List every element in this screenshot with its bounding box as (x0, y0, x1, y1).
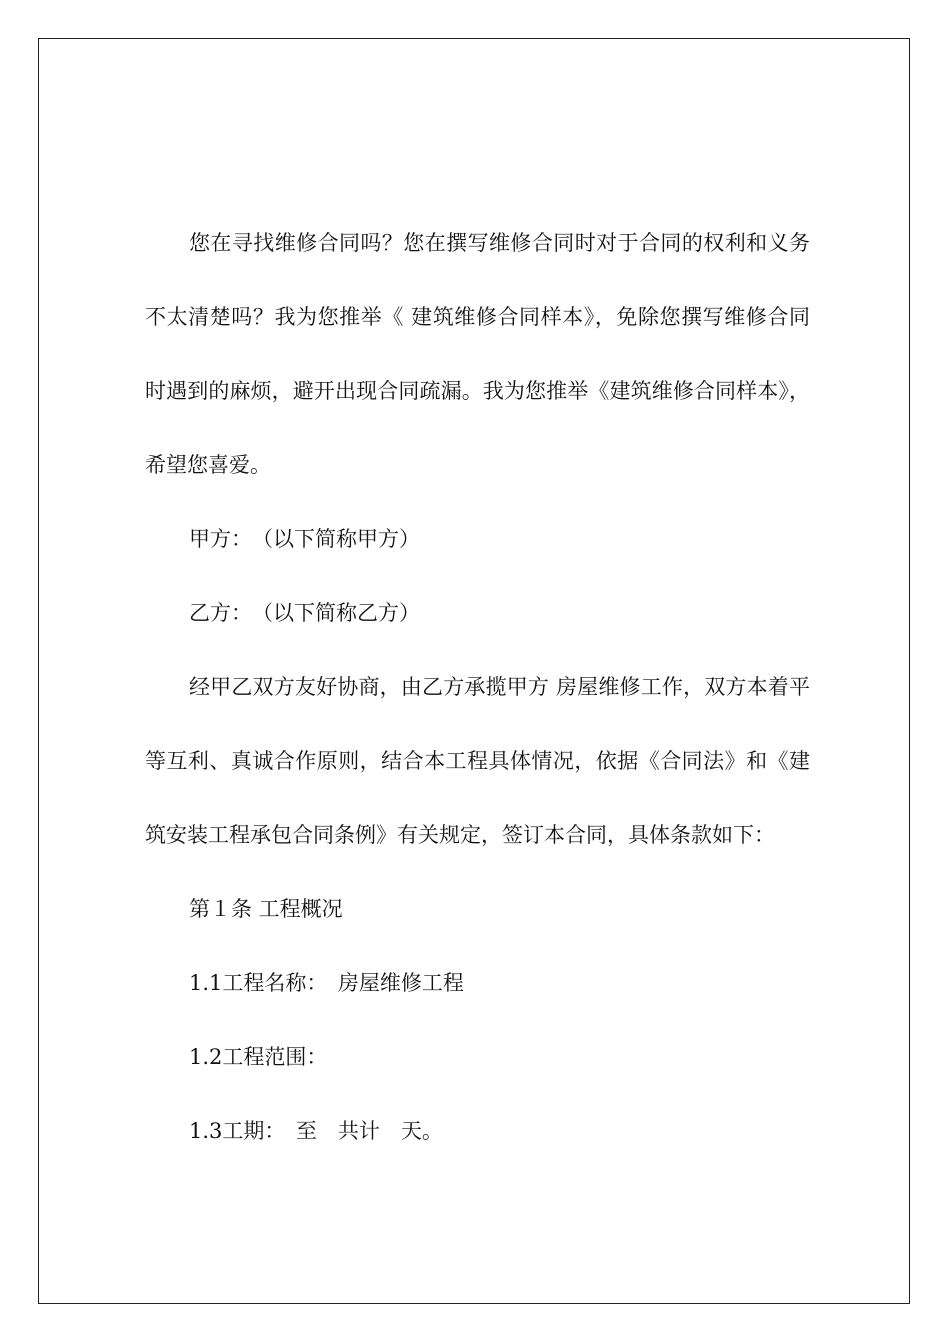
intro-paragraph: 您在寻找维修合同吗？您在撰写维修合同时对于合同的权利和义务不太清楚吗？我为您推举《 建筑维修合同样本》，免除您撰写维修合同时遇到的麻烦，避开出现合同疏漏。我为您推举《建筑维修合同样本》，希望您喜爱。 (145, 231, 810, 477)
party-b-line: 乙方： （以下简称乙方） (189, 601, 420, 625)
project-name-line: 1.1工程名称： 房屋维修工程 (189, 971, 464, 995)
project-duration-line: 1.3工期： 至 共计 天。 (189, 1119, 443, 1143)
article-1-heading: 第１条 工程概况 (189, 897, 343, 921)
agreement-paragraph: 经甲乙双方友好协商，由乙方承揽甲方 房屋维修工作，双方本着平等互利、真诚合作原则，结合本工程具体情况，依据《合同法》和《建筑安装工程承包合同条例》有关规定，签订本合同，具体条款如下： (145, 675, 810, 847)
document-body (145, 206, 810, 1168)
party-a-line: 甲方： （以下简称甲方） (189, 527, 420, 551)
project-scope-line: 1.2工程范围： (189, 1045, 328, 1069)
